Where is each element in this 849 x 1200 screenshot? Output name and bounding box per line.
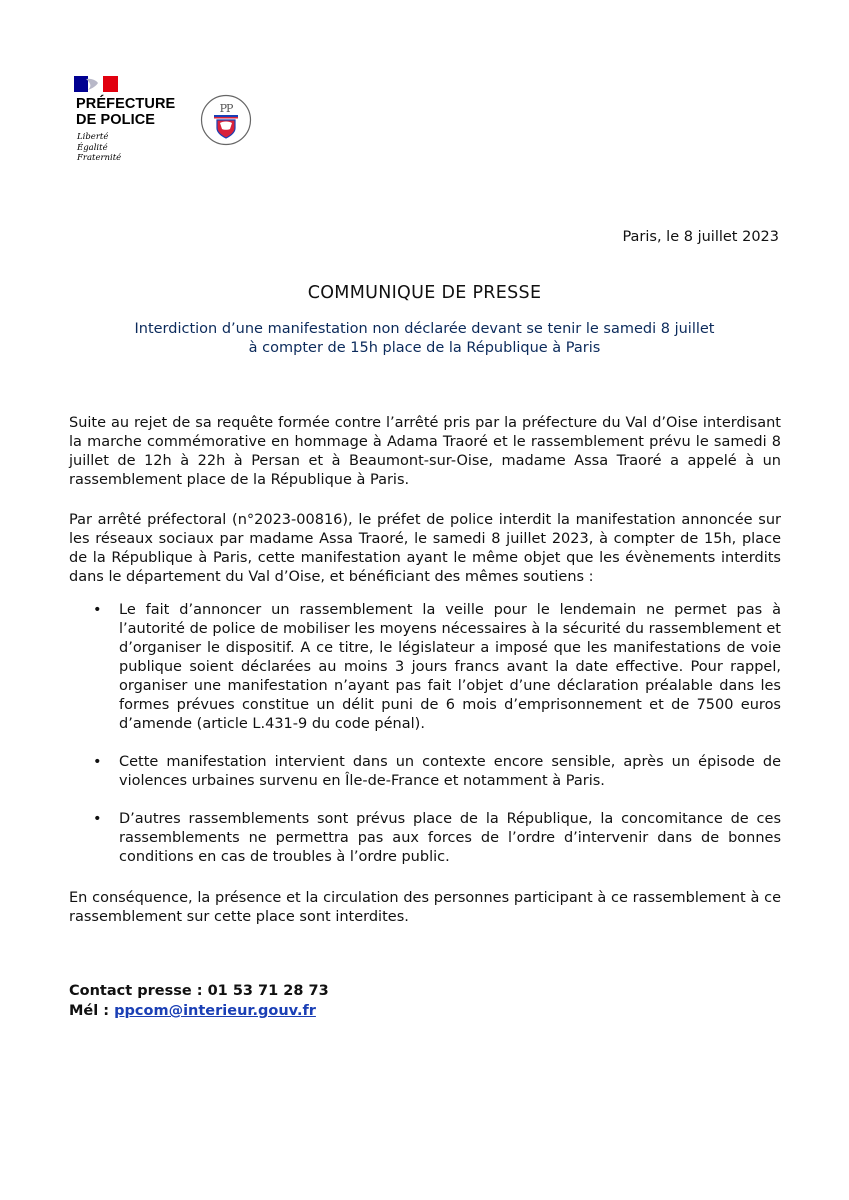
logo-line-2: DE POLICE xyxy=(76,112,156,128)
contact-phone-number: 01 53 71 28 73 xyxy=(207,983,329,999)
marianne-flag-icon xyxy=(74,76,118,92)
contact-email-label: Mél : xyxy=(69,1003,110,1019)
police-seal-icon xyxy=(200,94,252,146)
seal-monogram: PP xyxy=(219,102,233,115)
list-item-text: D’autres rassemblements sont prévus place de la République, la concomitance de ces rassemblements ne permettra pas aux forces de l’ordre d’intervenir dans de bonnes conditions en cas de troubles à l’ordre public. xyxy=(119,811,781,865)
subtitle-line-2: à compter de 15h place de la République à Paris xyxy=(248,340,601,356)
press-contact xyxy=(69,981,329,1021)
list-item xyxy=(69,810,781,867)
bullet-icon: • xyxy=(93,602,102,618)
document-title: COMMUNIQUE DE PRESSE xyxy=(307,283,542,303)
paragraph-conclusion: En conséquence, la présence et la circulation des personnes participant à ce rassemblement à ce rassemblement sur cette place sont interdites. xyxy=(69,890,781,925)
contact-email-link[interactable]: ppcom@interieur.gouv.fr xyxy=(114,1003,316,1019)
motto-fraternite: Fraternité xyxy=(77,153,122,163)
list-item-text: Cette manifestation intervient dans un contexte encore sensible, après un épisode de violences urbaines survenu en Île-de-France et notamment à Paris. xyxy=(119,754,781,789)
contact-phone-line xyxy=(69,981,329,1001)
press-release-date: Paris, le 8 juillet 2023 xyxy=(622,229,779,245)
bullet-icon: • xyxy=(93,811,102,827)
list-item xyxy=(69,601,781,734)
document-subtitle xyxy=(60,320,789,358)
logo-name xyxy=(76,96,175,128)
subtitle-line-1: Interdiction d’une manifestation non déclarée devant se tenir le samedi 8 juillet xyxy=(134,321,715,337)
motto-liberte: Liberté xyxy=(77,132,109,142)
paragraph-decree: Par arrêté préfectoral (n°2023-00816), le préfet de police interdit la manifestation annoncée sur les réseaux sociaux par madame Assa Traoré, le samedi 8 juillet 2023, à compter de 15h, place de la République à Paris, cette manifestation ayant le même objet que les évènements interdits dans le département du Val d’Oise, et bénéficiant des mêmes soutiens : xyxy=(69,512,781,585)
republic-motto xyxy=(77,132,121,164)
paragraph-context: Suite au rejet de sa requête formée contre l’arrêté pris par la préfecture du Val d’Oise interdisant la marche commémorative en hommage à Adama Traoré et le rassemblement prévu le samedi 8 juillet de 12h à 22h à Persan et à Beaumont-sur-Oise, madame Assa Traoré a appelé à un rassemblement place de la République à Paris. xyxy=(69,415,781,488)
reasons-list xyxy=(69,601,781,867)
list-item-text: Le fait d’annoncer un rassemblement la veille pour le lendemain ne permet pas à l’autorité de police de mobiliser les moyens nécessaires à la sécurité du rassemblement et d’organiser le dispositif. A ce titre, le législateur a imposé que les manifestations de voie publique soient déclarées au moins 3 jours francs avant la date effective. Pour rappel, organiser une manifestation n’ayant pas fait l’objet d’une déclaration préalable dans les formes prévues constitue un délit puni de 6 mois d’emprisonnement et de 7500 euros d’amende (article L.431-9 du code pénal). xyxy=(119,602,781,732)
contact-phone-label: Contact presse : xyxy=(69,983,203,999)
contact-email-line xyxy=(69,1001,329,1021)
bullet-icon: • xyxy=(93,754,102,770)
motto-egalite: Égalité xyxy=(77,142,108,153)
list-item xyxy=(69,753,781,791)
logo-line-1: PRÉFECTURE xyxy=(76,96,176,112)
